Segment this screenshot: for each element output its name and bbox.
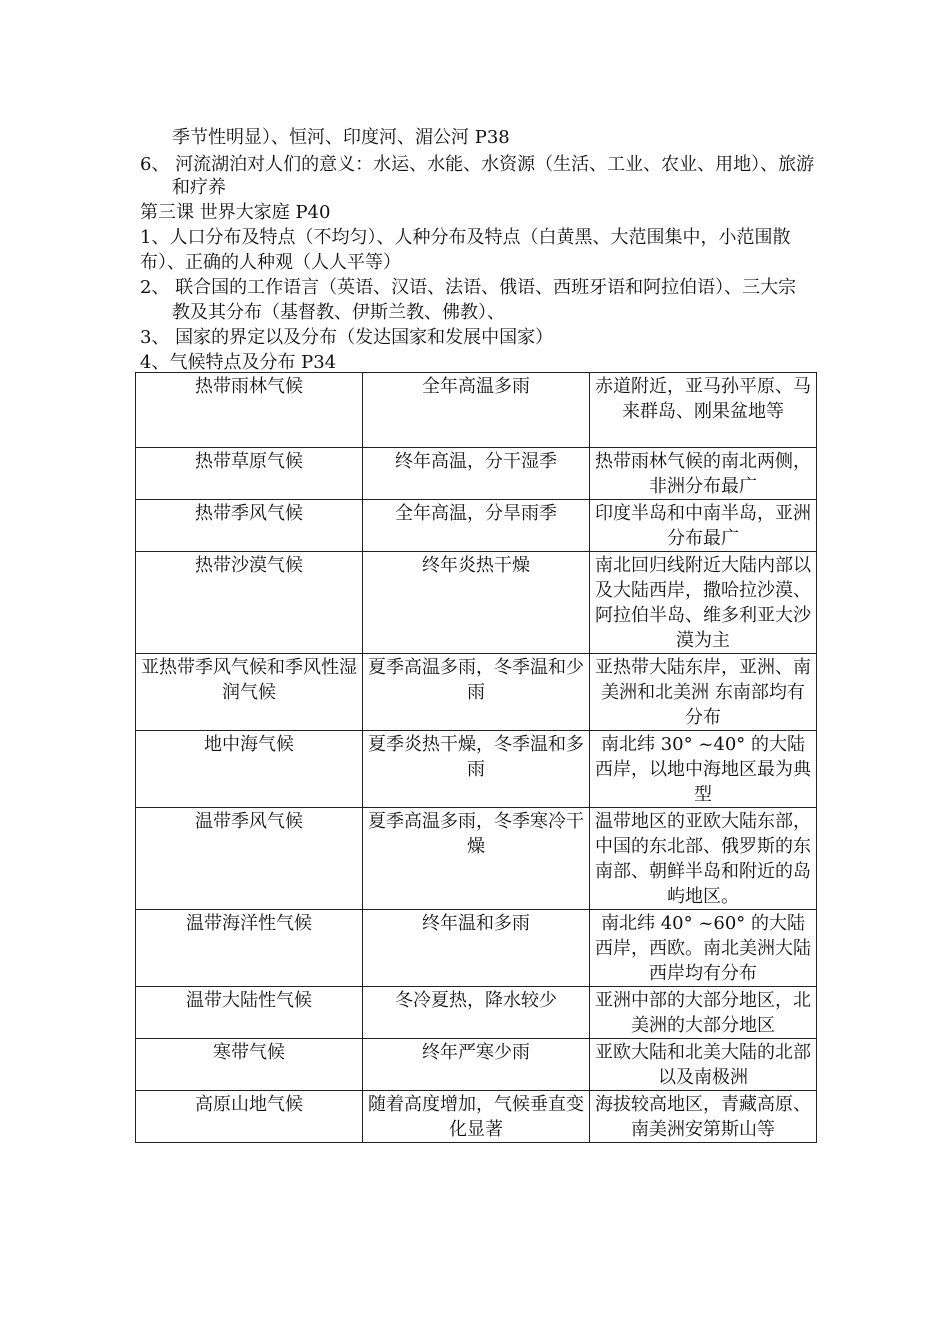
table-row xyxy=(136,1091,817,1143)
text-line: 3、 国家的界定以及分布（发达国家和发展中国家） xyxy=(140,327,554,348)
climate-name-cell: 温带大陆性气候 xyxy=(136,987,363,1039)
climate-feature-cell: 终年炎热干燥 xyxy=(363,552,590,654)
text-line: 和疗养 xyxy=(172,177,226,198)
climate-distribution-cell: 海拔较高地区，青藏高原、南美洲安第斯山等 xyxy=(590,1091,817,1143)
climate-feature-cell: 终年温和多雨 xyxy=(363,910,590,987)
text-line: 2、 联合国的工作语言（英语、汉语、法语、俄语、西班牙语和阿拉伯语）、三大宗 xyxy=(140,277,797,298)
climate-distribution-cell: 热带雨林气候的南北两侧，非洲分布最广 xyxy=(590,448,817,500)
climate-distribution-cell: 赤道附近，亚马孙平原、马来群岛、刚果盆地等 xyxy=(590,373,817,448)
climate-name-cell: 热带雨林气候 xyxy=(136,373,363,448)
climate-distribution-cell: 南北回归线附近大陆内部以及大陆西岸，撒哈拉沙漠、阿拉伯半岛、维多利亚大沙漠为主 xyxy=(590,552,817,654)
climate-feature-cell: 夏季高温多雨，冬季温和少雨 xyxy=(363,654,590,731)
climate-name-cell: 温带海洋性气候 xyxy=(136,910,363,987)
text-line: 布）、正确的人种观（人人平等） xyxy=(140,252,401,273)
climate-name-cell: 地中海气候 xyxy=(136,731,363,808)
text-line: 教及其分布（基督教、伊斯兰教、佛教）、 xyxy=(172,302,505,323)
climate-distribution-cell: 亚热带大陆东岸，亚洲、南美洲和北美洲 东南部均有分布 xyxy=(590,654,817,731)
table-row xyxy=(136,987,817,1039)
climate-distribution-cell: 南北纬 30° ~40° 的大陆西岸，以地中海地区最为典型 xyxy=(590,731,817,808)
climate-name-cell: 温带季风气候 xyxy=(136,808,363,910)
climate-name-cell: 热带沙漠气候 xyxy=(136,552,363,654)
climate-name-cell: 寒带气候 xyxy=(136,1039,363,1091)
climate-distribution-cell: 温带地区的亚欧大陆东部，中国的东北部、俄罗斯的东南部、朝鲜半岛和附近的岛屿地区。 xyxy=(590,808,817,910)
table-row xyxy=(136,500,817,552)
table-row xyxy=(136,1039,817,1091)
table-row xyxy=(136,448,817,500)
climate-feature-cell: 夏季炎热干燥，冬季温和多雨 xyxy=(363,731,590,808)
text-line: 季节性明显）、恒河、印度河、湄公河 P38 xyxy=(172,127,510,148)
climate-feature-cell: 终年高温，分干湿季 xyxy=(363,448,590,500)
climate-feature-cell: 随着高度增加，气候垂直变化显著 xyxy=(363,1091,590,1143)
climate-distribution-cell: 亚欧大陆和北美大陆的北部以及南极洲 xyxy=(590,1039,817,1091)
climate-distribution-cell: 亚洲中部的大部分地区，北美洲的大部分地区 xyxy=(590,987,817,1039)
table-row xyxy=(136,731,817,808)
table-row xyxy=(136,373,817,448)
table-row xyxy=(136,654,817,731)
climate-name-cell: 热带季风气候 xyxy=(136,500,363,552)
climate-name-cell: 高原山地气候 xyxy=(136,1091,363,1143)
climate-distribution-cell: 南北纬 40° ~60° 的大陆西岸，西欧。南北美洲大陆西岸均有分布 xyxy=(590,910,817,987)
climate-name-cell: 热带草原气候 xyxy=(136,448,363,500)
table-row xyxy=(136,910,817,987)
climate-name-cell: 亚热带季风气候和季风性湿润气候 xyxy=(136,654,363,731)
text-line: 6、 河流湖泊对人们的意义：水运、水能、水资源（生活、工业、农业、用地）、旅游 xyxy=(140,154,815,175)
table-row xyxy=(136,552,817,654)
climate-feature-cell: 夏季高温多雨，冬季寒冷干燥 xyxy=(363,808,590,910)
climate-feature-cell: 全年高温，分旱雨季 xyxy=(363,500,590,552)
climate-distribution-cell: 印度半岛和中南半岛，亚洲分布最广 xyxy=(590,500,817,552)
text-line: 4、气候特点及分布 P34 xyxy=(140,352,337,373)
text-line: 1、人口分布及特点（不均匀）、人种分布及特点（白黄黑、大范围集中，小范围散 xyxy=(140,227,791,248)
table-row xyxy=(136,808,817,910)
section-heading: 第三课 世界大家庭 P40 xyxy=(140,202,331,223)
climate-feature-cell: 全年高温多雨 xyxy=(363,373,590,448)
climate-table xyxy=(135,372,817,1143)
climate-feature-cell: 终年严寒少雨 xyxy=(363,1039,590,1091)
climate-feature-cell: 冬冷夏热，降水较少 xyxy=(363,987,590,1039)
